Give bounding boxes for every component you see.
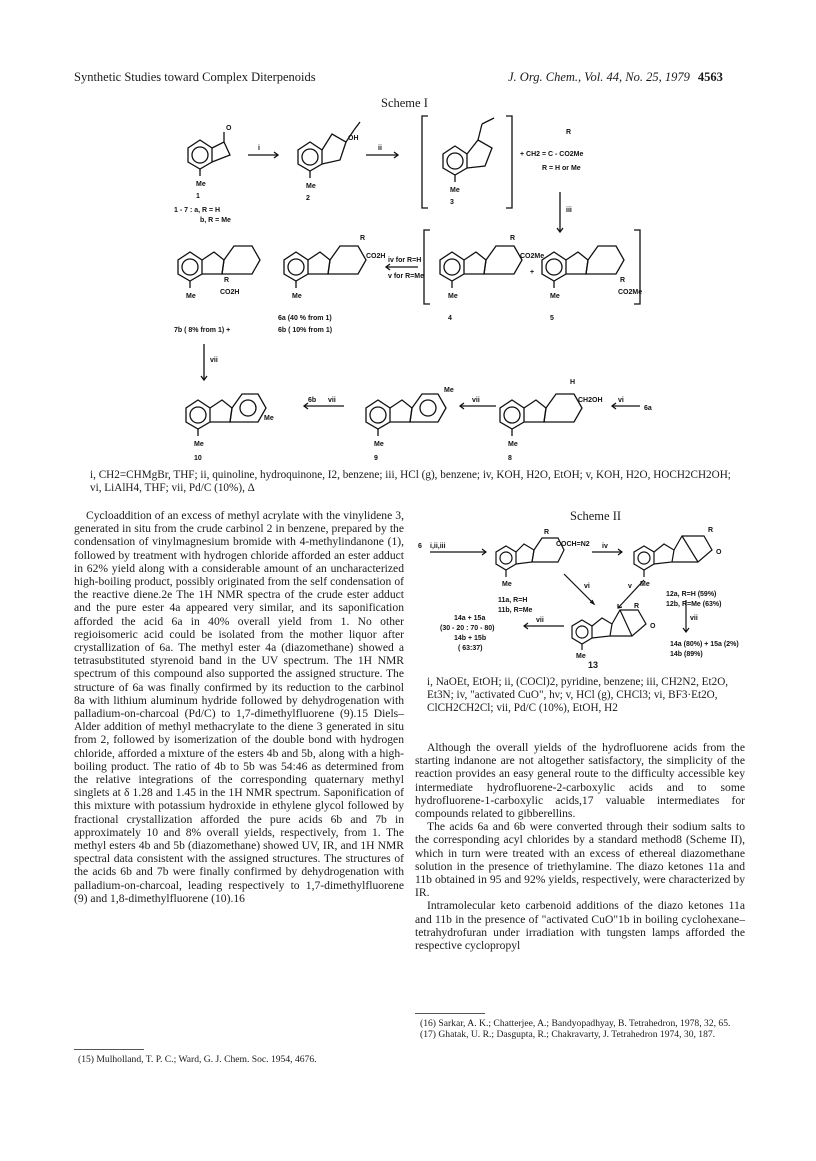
step-v-label: v for R=Me (388, 273, 424, 280)
cyclohexene-ring-5 (586, 246, 624, 274)
r-label-6: R (360, 235, 366, 242)
me-label-2: Me (306, 183, 316, 190)
right-column (415, 741, 745, 952)
compound-13-label: 13 (588, 660, 599, 670)
step-vi-label-s2: vi (584, 583, 590, 590)
compound-4-label: 4 (448, 315, 452, 322)
step-ii-label: ii (378, 145, 382, 152)
coch-n2-label: COCH=N2 (556, 541, 590, 548)
yield-7b: 7b ( 8% from 1) + (174, 327, 231, 334)
footnote-rule-left (74, 1049, 144, 1050)
oxo-label-12: O (716, 549, 722, 556)
label-12b: 12b, R=Me (63%) (666, 601, 722, 608)
h-label-8: H (570, 379, 576, 386)
step-vii-label-s2b: vii (690, 615, 698, 622)
footnote-16: (16) Sarkar, A. K.; Chatterjee, A.; Bandyopadhyay, B. Tetrahedron, 1978, 32, 65. (420, 1018, 731, 1029)
footnotes-right (420, 1018, 745, 1040)
left-paragraph: Cycloaddition of an excess of methyl acrylate with the vinylidene 3, generated in situ from the crude carbinol 2 in benzene, prepared by the condensation of vinylmagnesium bromide with 4-methylindanone (1), followed by treatment with hydrogen chloride afforded an ester adduct in 62% yield along with a considerable amount of an uncharacterized high-boiling product, possibly originated from the self condensation of the reactive diene.2e The 1H NMR spectra of the crude ester adduct and the pure ester 4a appeared very similar, and its saponification afforded the acid 6a in 40% overall yield from 1. No other regioisomeric acid could be isolated from the mother liquor after crystallization of 6a. The methyl ester 4a (diazomethane) showed a tetrasubstituted styrenoid band in the UV spectrum. The 1H NMR spectrum of this compound also supported the assigned structure. The structure of 6a was finally confirmed by its reduction to the carbinol 8a with lithium aluminum hydride followed by dehydrogenation with palladium-on-charcoal (Pd/C) to 1,7-dimethylfluorene (9).15 Diels–Alder addition of methyl methacrylate to the diene 3 generated in situ from 2, followed by isomerization of the double bond with hydrogen chloride, afforded a mixture of the esters 4b and 5b, along with a high-boiling product. The ratio of 4b to 5b was 54:46 as determined from the relative integrations of the corresponding quaternary methyl singlets at δ 1.28 and 1.45 in the 1H NMR spectrum. Saponification of this mixture with potassium hydroxide in ethylene glycol followed by fractional crystallization afforded the pure acids 6b and 7b in approximately 10 and 8% overall yields, respectively, from 1. The methyl esters 4b and 5b (diazomethane) showed UV, IR, and 1H NMR spectral data consistent with the assigned structures. The structures of the acids 6b and 7b were finally confirmed by dehydrogenation with palladium-on-charcoal, leading respectively to 1,7-dimethylfluorene (9) and 1,8-dimethylfluorene (10).16 (74, 509, 404, 905)
compound-5-label: 5 (550, 315, 554, 322)
me-label-7b: Me (186, 293, 196, 300)
step-vii-label-1: vii (210, 357, 218, 364)
scheme-2-drawing (414, 522, 744, 660)
footnote-15: (15) Mulholland, T. P. C.; Ward, G. J. Chem. Soc. 1954, 4676. (78, 1054, 317, 1065)
benzene-ring-10b (230, 394, 266, 422)
me-label-3: Me (450, 187, 460, 194)
step-vi-label: vi (618, 397, 624, 404)
right-paragraph-2: The acids 6a and 6b were converted through their sodium salts to the corresponding acyl chlorides by a standard method8 (Scheme II), which in turn were treated with an excess of ethereal diazomethane solution in the presence of triethylamine. The diazo ketones 11a and 11b obtained in 95 and 92% yields, respectively, were characterized by IR. (415, 820, 745, 900)
mixture-2-ratio: ( 63:37) (458, 645, 483, 652)
scheme-1-caption: i, CH2=CHMgBr, THF; ii, quinoline, hydroquinone, I2, benzene; iii, HCl (g), benzene; iv, KOH, H2O, EtOH; v, KOH, H2O, HOCH2CH2OH; vi, LiAlH4, THF; vii, Pd/C (10%), Δ (90, 469, 731, 494)
right-paragraph-3: Intramolecular keto carbenoid additions of the diazo ketones 11a and 11b in the presence of "activated CuO"1b in boiling cyclohexane–tetrahydrofuran under irradiation with tungsten lamps afforded the respective cyclopropyl (415, 899, 745, 953)
footnote-17: (17) Ghatak, U. R.; Dasgupta, R.; Chakravarty, J. Tetrahedron 1974, 30, 187. (420, 1029, 716, 1040)
benzene-ring-13 (572, 620, 592, 644)
step-vii-label-2: vii (328, 397, 336, 404)
step-i-label: i (258, 145, 260, 152)
cyclohexene-ring-6 (328, 246, 366, 274)
co2me-label-5: CO2Me (618, 289, 643, 296)
step-vii-label-3: vii (472, 397, 480, 404)
compound-8-label: 8 (508, 455, 512, 462)
oh-label: OH (348, 135, 359, 142)
label-12a: 12a, R=H (59%) (666, 591, 717, 598)
me-label-10b: Me (264, 415, 274, 422)
compound-10-label: 10 (194, 455, 202, 462)
left-column (74, 509, 404, 905)
step-iii-label: iii (566, 207, 572, 214)
yield-6b: 6b ( 10% from 1) (278, 327, 333, 334)
step-iv-label: iv for R=H (388, 257, 422, 264)
r-label-12: R (708, 527, 714, 534)
me-label-1: Me (196, 181, 206, 188)
me-label-4: Me (448, 293, 458, 300)
compound-3-label: 3 (450, 199, 454, 206)
cyclohexene-ring-7b (222, 246, 260, 274)
compound-9-label: 9 (374, 455, 378, 462)
r-label-4: R (510, 235, 516, 242)
step-vii-label-s2: vii (536, 617, 544, 624)
yield-6a: 6a (40 % from 1) (278, 315, 332, 322)
cyclohexene-ring-4 (484, 246, 522, 274)
footnote-rule-right (415, 1013, 485, 1014)
me-label-9a: Me (374, 441, 384, 448)
steps-i-iii: i,ii,iii (430, 543, 446, 550)
scheme-1-drawing (160, 112, 660, 464)
ch2oh-label: CH2OH (578, 397, 603, 404)
right-yield-2: 14b (89%) (670, 651, 703, 658)
label-11b: 11b, R=Me (498, 607, 533, 614)
scheme-1-title: Scheme I (381, 96, 428, 110)
from-6b-label: 6b (308, 397, 317, 404)
mixture-1-ratio: (30 - 20 : 70 - 80) (440, 625, 495, 632)
co2h-label-6: CO2H (366, 253, 386, 260)
r-label-11: R (544, 529, 550, 536)
oxo-label-13: O (650, 623, 656, 630)
me-label-11: Me (502, 581, 512, 588)
right-yield-1: 14a (80%) + 15a (2%) (670, 641, 739, 648)
benzene-ring-11 (496, 546, 516, 570)
r-label-13: R (634, 603, 640, 610)
scheme-2-caption: i, NaOEt, EtOH; ii, (COCl)2, pyridine, benzene; iii, CH2N2, Et2O, Et3N; iv, "activated CuO", hν; v, HCl (g), CHCl3; vi, BF3·Et2O, ClCH2CH2Cl; vii, Pd/C (10%), EtOH, H2 (427, 676, 729, 714)
series-b-label: b, R = Me (200, 217, 231, 224)
label-11a: 11a, R=H (498, 597, 528, 604)
page-number: 4563 (697, 70, 723, 84)
compound-1-label: 1 (196, 193, 200, 200)
benzene-ring-12 (634, 546, 654, 570)
cyclohexene-ring-8 (544, 394, 582, 422)
me-label-6: Me (292, 293, 302, 300)
reagent-r-label: R (566, 129, 572, 136)
start-compound-6: 6 (418, 543, 422, 550)
series-a-label: 1 - 7 : a, R = H (174, 207, 221, 214)
reagent-condition: R = H or Me (542, 165, 581, 172)
mixture-14b-15b: 14b + 15b (454, 635, 487, 642)
running-header-journal (508, 70, 723, 85)
to-6a-label: 6a (644, 405, 652, 412)
plus-sign: + (530, 269, 535, 276)
co2h-label-7b: CO2H (220, 289, 240, 296)
me-label-5: Me (550, 293, 560, 300)
benzene-ring-9b (410, 394, 446, 422)
me-label-12: Me (640, 581, 650, 588)
scheme-2-title: Scheme II (570, 509, 622, 523)
journal-citation: J. Org. Chem., Vol. 44, No. 25, 1979 (508, 70, 690, 84)
oxo-label-1: O (226, 125, 232, 132)
co2me-label-4: CO2Me (520, 253, 545, 260)
me-label-8: Me (508, 441, 518, 448)
r-label-7b: R (224, 277, 230, 284)
running-header-title: Synthetic Studies toward Complex Diterpenoids (74, 70, 316, 84)
r-label-5: R (620, 277, 626, 284)
compound-2-label: 2 (306, 195, 310, 202)
step-iv-label-s2: iv (602, 543, 608, 550)
right-paragraph-1: Although the overall yields of the hydrofluorene acids from the starting indanone are not altogether satisfactory, the simplicity of the reaction provides an easy general route to the difficulty accessible key intermediate hydrofluorene-2-carboxylic acids and to some hydrofluorene-1-carboxylic acids,17 valuable intermediates for compounds related to gibberellins. (415, 741, 745, 821)
me-label-13: Me (576, 653, 586, 660)
mixture-14a-15a: 14a + 15a (454, 615, 486, 622)
reagent-label: + CH2 = C - CO2Me (520, 151, 584, 158)
me-label-10a: Me (194, 441, 204, 448)
step-v-label-s2: v (628, 583, 632, 590)
me-label-9b: Me (444, 387, 454, 394)
